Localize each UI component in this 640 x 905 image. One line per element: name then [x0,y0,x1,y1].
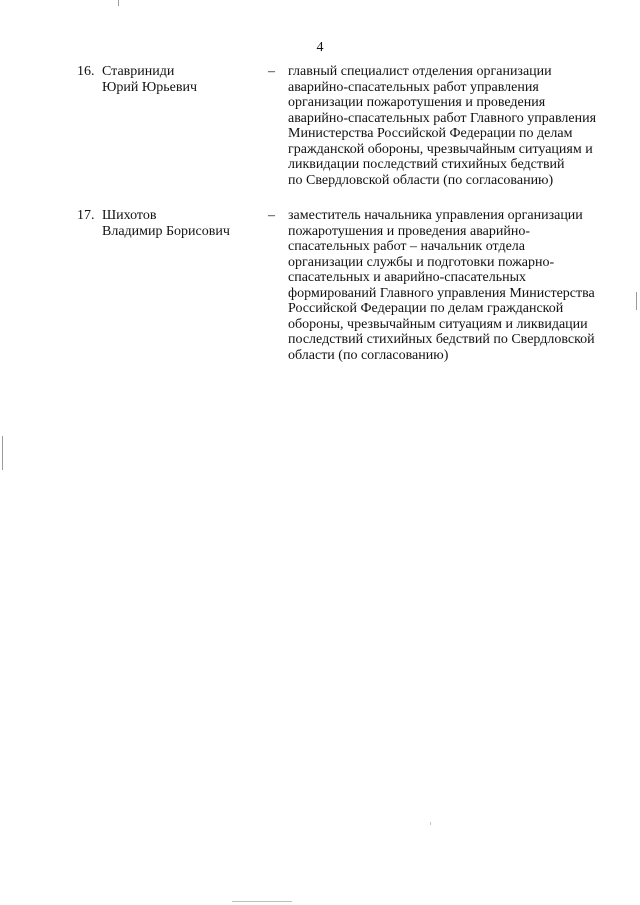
description-line: аварийно-спасательных работ управления [288,79,539,95]
description-line: Министерства Российской Федерации по делам [288,126,573,141]
description-line: спасательных работ – начальник отдела [288,239,525,254]
person-given-names: Юрий Юрьевич [102,79,198,95]
scan-artifact [118,0,119,6]
scan-artifact [430,822,431,825]
description-line: гражданской обороны, чрезвычайным ситуациям и [288,141,593,157]
description-line: ликвидации последствий стихийных бедствий [288,157,565,172]
description-line: Российской Федерации по делам гражданской [288,301,564,316]
description-line: главный специалист отделения организации [288,64,552,79]
person-name [102,64,262,95]
page-number: 4 [316,40,324,55]
description-line: обороны, чрезвычайным ситуациям и ликвидации [288,316,588,332]
entry-dash: – [268,64,275,79]
person-name [102,208,262,239]
position-description [288,64,618,188]
description-line: заместитель начальника управления организации [288,208,583,223]
entry-index: 16. [77,64,95,79]
description-line: аварийно-спасательных работ Главного управления [288,110,597,126]
description-line: спасательных и аварийно-спасательных [288,270,526,285]
position-description [288,208,618,363]
scan-artifact [2,436,3,470]
description-line: последствий стихийных бедствий по Свердловской [288,332,595,347]
scan-artifact [636,292,637,310]
scan-artifact [232,901,292,902]
description-line: организации пожаротушения и проведения [288,95,546,110]
person-given-names: Владимир Борисович [102,223,230,239]
description-line: области (по согласованию) [288,347,449,363]
description-line: организации службы и подготовки пожарно- [288,254,555,270]
person-surname: Ставриниди [102,64,175,79]
description-line: по Свердловской области (по согласованию) [288,172,554,188]
entry-dash: – [268,208,275,223]
person-surname: Шихотов [102,208,157,223]
description-line: пожаротушения и проведения аварийно- [288,223,530,239]
entry-index: 17. [77,208,95,223]
description-line: формирований Главного управления Министерства [288,285,595,301]
